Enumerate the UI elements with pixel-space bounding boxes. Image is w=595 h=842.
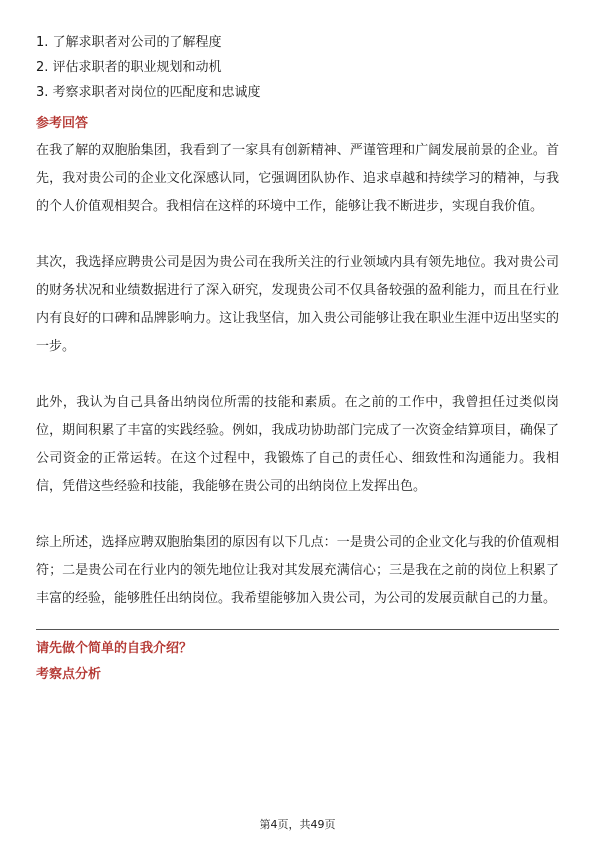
- list-item: 1. 了解求职者对公司的了解程度: [36, 35, 222, 50]
- list-item: 3. 考察求职者对岗位的匹配度和忠诚度: [36, 85, 261, 100]
- section-divider: [36, 629, 559, 630]
- page-number: 第4页，共49页: [259, 818, 336, 831]
- answer-paragraph: 在我了解的双胞胎集团，我看到了一家具有创新精神、严谨管理和广阔发展前景的企业。首先，我对贵公司的企业文化深感认同，它强调团队协作、追求卓越和持续学习的精神，与我的个人价值观相契合。我相信在这样的环境中工作，能够让我不断进步，实现自我价值。: [36, 143, 559, 214]
- analysis-heading: 考察点分析: [36, 667, 102, 682]
- next-question: 请先做个简单的自我介绍？: [36, 641, 193, 656]
- answer-paragraph: 其次，我选择应聘贵公司是因为贵公司在我所关注的行业领域内具有领先地位。我对贵公司的财务状况和业绩数据进行了深入研究，发现贵公司不仅具备较强的盈利能力，而且在行业内有良好的口碑和品牌影响力。这让我坚信，加入贵公司能够让我在职业生涯中迈出坚实的一步。: [36, 255, 559, 354]
- answer-heading: 参考回答: [36, 116, 89, 131]
- answer-paragraph: 综上所述，选择应聘双胞胎集团的原因有以下几点：一是贵公司的企业文化与我的价值观相符；二是贵公司在行业内的领先地位让我对其发展充满信心；三是我在之前的岗位上积累了丰富的经验，能够胜任出纳岗位。我希望能够加入贵公司，为公司的发展贡献自己的力量。: [36, 535, 559, 606]
- list-item: 2. 评估求职者的职业规划和动机: [36, 60, 222, 75]
- document-page: [36, 34, 559, 688]
- answer-paragraph: 此外，我认为自己具备出纳岗位所需的技能和素质。在之前的工作中，我曾担任过类似岗位，期间积累了丰富的实践经验。例如，我成功协助部门完成了一次资金结算项目，确保了公司资金的正常运转。在这个过程中，我锻炼了自己的责任心、细致性和沟通能力。我相信，凭借这些经验和技能，我能够在贵公司的出纳岗位上发挥出色。: [36, 395, 559, 494]
